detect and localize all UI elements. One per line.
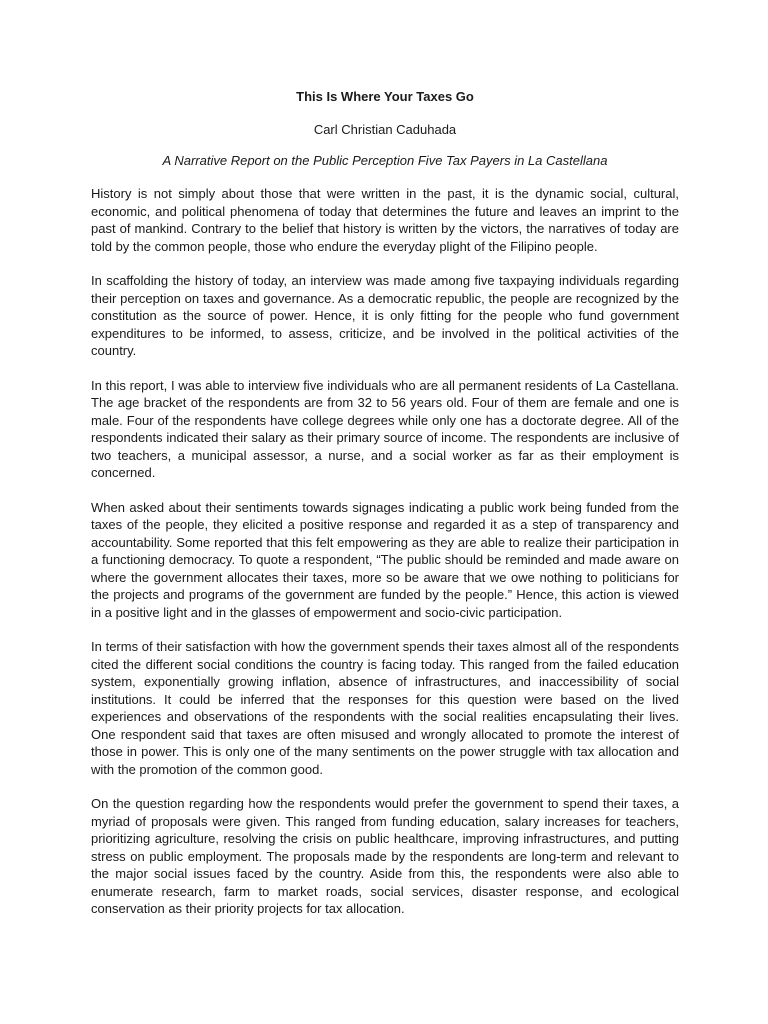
document-author: Carl Christian Caduhada	[313, 122, 457, 137]
paragraph-interview: In scaffolding the history of today, an interview was made among five taxpaying individuals regarding their perception on taxes and governance. As a democratic republic, the people are recognized by the constitution as the source of power. Hence, it is only fitting for the people who fund government expenditures to be informed, to assess, criticize, and be involved in the political activities of the country.	[91, 273, 679, 358]
paragraph-proposals: On the question regarding how the respondents would prefer the government to spend their taxes, a myriad of proposals were given. This ranged from funding education, salary increases for teachers, prioritizing agriculture, resolving the crisis on public healthcare, improving infrastructures, and putting stress on public employment. The proposals made by the respondents are long-term and relevant to the major social issues faced by the country. Aside from this, the respondents were also able to enumerate research, farm to market roads, social services, disaster response, and ecological conservation as their priority projects for tax allocation.	[91, 796, 679, 916]
paragraph-signages: When asked about their sentiments towards signages indicating a public work being funded from the taxes of the people, they elicited a positive response and regarded it as a step of transparency and accountability. Some reported that this felt empowering as they are able to realize their participation in a functioning democracy. To quote a respondent, “The public should be reminded and made aware on where the government allocates their taxes, more so be aware that we owe nothing to politicians for the projects and programs of the government are funded by the people.” Hence, this action is viewed in a positive light and in the glasses of empowerment and socio-civic participation.	[91, 499, 679, 620]
document-subtitle: A Narrative Report on the Public Perception Five Tax Payers in La Castellana	[162, 153, 608, 168]
paragraph-respondents: In this report, I was able to interview five individuals who are all permanent residents of La Castellana. The age bracket of the respondents are from 32 to 56 years old. Four of them are female and one is male. Four of the respondents have college degrees while only one has a doctorate degree. All of the respondents indicated their salary as their primary source of income. The respondents are inclusive of two teachers, a municipal assessor, a nurse, and a social worker as far as their employment is concerned.	[91, 377, 679, 480]
paragraph-history: History is not simply about those that were written in the past, it is the dynamic social, cultural, economic, and political phenomena of today that determines the future and leaves an imprint to the past of mankind. Contrary to the belief that history is written by the victors, the narratives of today are told by the common people, those who endure the everyday plight of the Filipino people.	[91, 186, 679, 254]
document-title: This Is Where Your Taxes Go	[296, 89, 474, 104]
paragraph-satisfaction: In terms of their satisfaction with how the government spends their taxes almost all of the respondents cited the different social conditions the country is facing today. This ranged from the failed education system, exponentially growing inflation, absence of infrastructures, and inaccessibility of social institutions. It could be inferred that the responses for this question were based on the lived experiences and observations of the respondents with the social realities encapsulating their lives. One respondent said that taxes are often misused and wrongly allocated to promote the interest of those in power. This is only one of the many sentiments on the power struggle with tax allocation and with the promotion of the common good.	[91, 639, 679, 777]
document-page	[91, 88, 679, 935]
